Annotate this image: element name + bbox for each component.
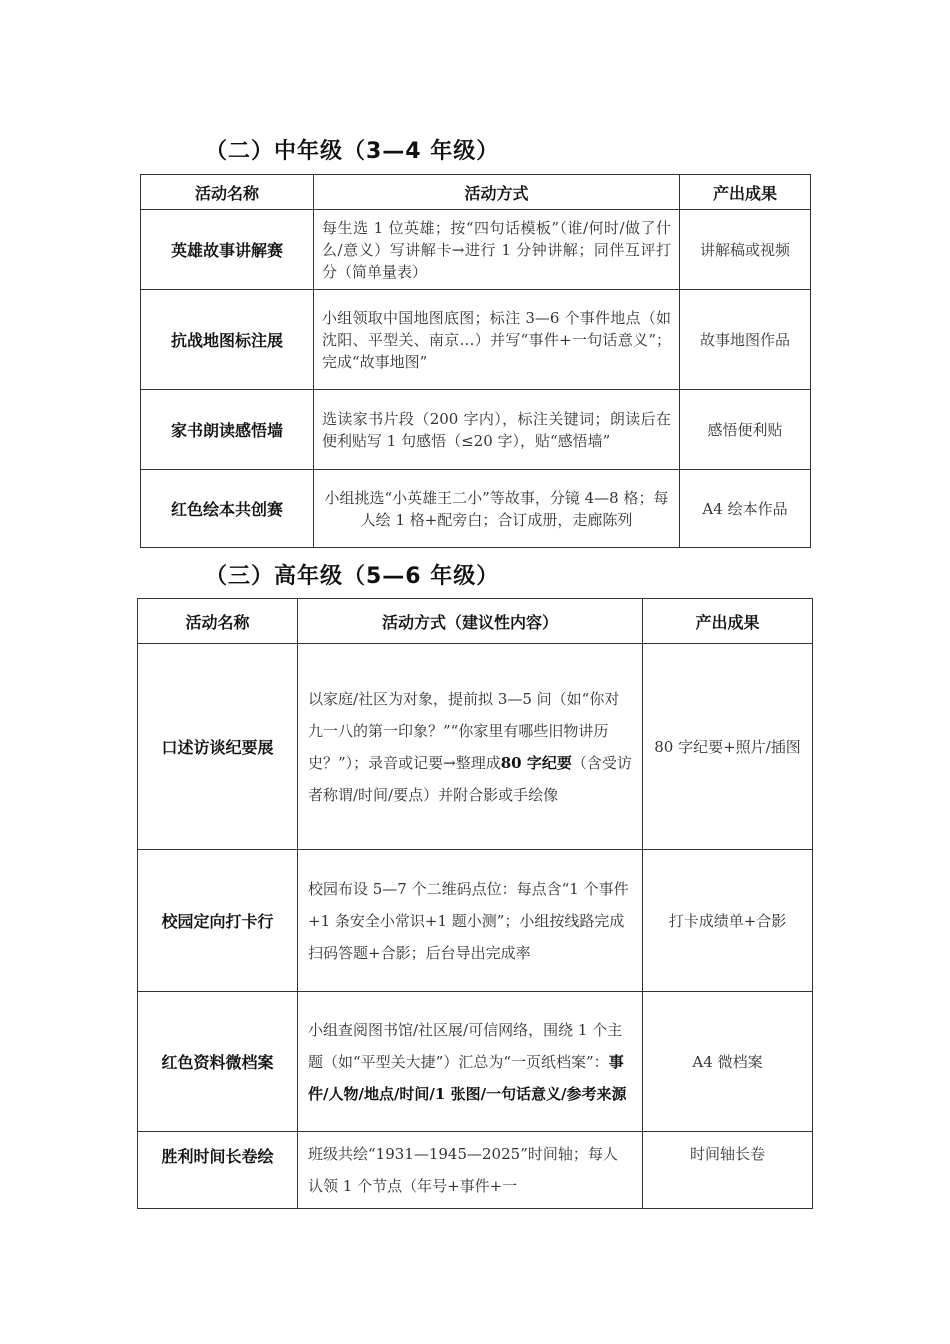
activity-method: 小组领取中国地图底图；标注 3—6 个事件地点（如沈阳、平型关、南京…）并写“事件+一句话意义”；完成“故事地图” bbox=[314, 290, 680, 390]
section-heading-upper-grade: （三）高年级（5—6 年级） bbox=[205, 564, 500, 589]
table-row bbox=[138, 644, 813, 850]
activity-output: A4 微档案 bbox=[643, 992, 813, 1132]
activity-method: 小组挑选“小英雄王二小”等故事，分镜 4—8 格；每人绘 1 格+配旁白；合订成册，走廊陈列 bbox=[314, 470, 680, 548]
method-text: 以家庭/社区为对象，提前拟 3—5 问（如“你对九一八的第一印象？”“你家里有哪些旧物讲历史？”）；录音或记要→整理成 bbox=[308, 689, 620, 772]
table-header-row bbox=[141, 175, 811, 210]
activity-name: 口述访谈纪要展 bbox=[138, 644, 298, 850]
table-row bbox=[138, 850, 813, 992]
table-row bbox=[141, 290, 811, 390]
activity-output: 时间轴长卷 bbox=[643, 1132, 813, 1209]
activity-output: 讲解稿或视频 bbox=[680, 210, 811, 290]
activity-output: 感悟便利贴 bbox=[680, 390, 811, 470]
activity-method: 每生选 1 位英雄；按“四句话模板”（谁/何时/做了什么/意义）写讲解卡→进行 1 分钟讲解；同伴互评打分（简单量表） bbox=[314, 210, 680, 290]
activity-output: 打卡成绩单+合影 bbox=[643, 850, 813, 992]
header-activity-name: 活动名称 bbox=[138, 599, 298, 644]
upper-grade-activity-table bbox=[137, 598, 813, 1209]
activity-name: 红色绘本共创赛 bbox=[141, 470, 314, 548]
activity-name: 抗战地图标注展 bbox=[141, 290, 314, 390]
table-row bbox=[141, 210, 811, 290]
activity-output: A4 绘本作品 bbox=[680, 470, 811, 548]
activity-name: 家书朗读感悟墙 bbox=[141, 390, 314, 470]
header-activity-method: 活动方式（建议性内容） bbox=[298, 599, 643, 644]
header-activity-name: 活动名称 bbox=[141, 175, 314, 210]
table-row bbox=[138, 1132, 813, 1209]
activity-name: 校园定向打卡行 bbox=[138, 850, 298, 992]
activity-name: 红色资料微档案 bbox=[138, 992, 298, 1132]
header-activity-method: 活动方式 bbox=[314, 175, 680, 210]
activity-name: 胜利时间长卷绘 bbox=[138, 1132, 298, 1209]
middle-grade-activity-table bbox=[140, 174, 811, 548]
header-output: 产出成果 bbox=[643, 599, 813, 644]
activity-method: 校园布设 5—7 个二维码点位：每点含“1 个事件+1 条安全小常识+1 题小测”；小组按线路完成扫码答题+合影；后台导出完成率 bbox=[298, 850, 643, 992]
activity-method bbox=[298, 992, 643, 1132]
table-row bbox=[141, 470, 811, 548]
activity-name: 英雄故事讲解赛 bbox=[141, 210, 314, 290]
method-emphasis: 事件/人物/地点/时间/1 张图/一句话意义/参考来源 bbox=[308, 1052, 627, 1103]
method-emphasis: 80 字纪要 bbox=[500, 753, 572, 772]
activity-method bbox=[298, 644, 643, 850]
section-heading-middle-grade: （二）中年级（3—4 年级） bbox=[205, 139, 500, 164]
header-output: 产出成果 bbox=[680, 175, 811, 210]
activity-output: 故事地图作品 bbox=[680, 290, 811, 390]
activity-method: 班级共绘“1931—1945—2025”时间轴；每人认领 1 个节点（年号+事件+一 bbox=[298, 1132, 643, 1209]
table-row bbox=[138, 992, 813, 1132]
table-row bbox=[141, 390, 811, 470]
activity-output: 80 字纪要+照片/插图 bbox=[643, 644, 813, 850]
table-header-row bbox=[138, 599, 813, 644]
method-text: （含受访者称谓/时间/要点）并附合影或手绘像 bbox=[308, 753, 632, 804]
activity-method: 选读家书片段（200 字内），标注关键词；朗读后在便利贴写 1 句感悟（≤20 字），贴“感悟墙” bbox=[314, 390, 680, 470]
method-text: 小组查阅图书馆/社区展/可信网络，围绕 1 个主题（如“平型关大捷”）汇总为“一页纸档案”： bbox=[308, 1020, 623, 1071]
